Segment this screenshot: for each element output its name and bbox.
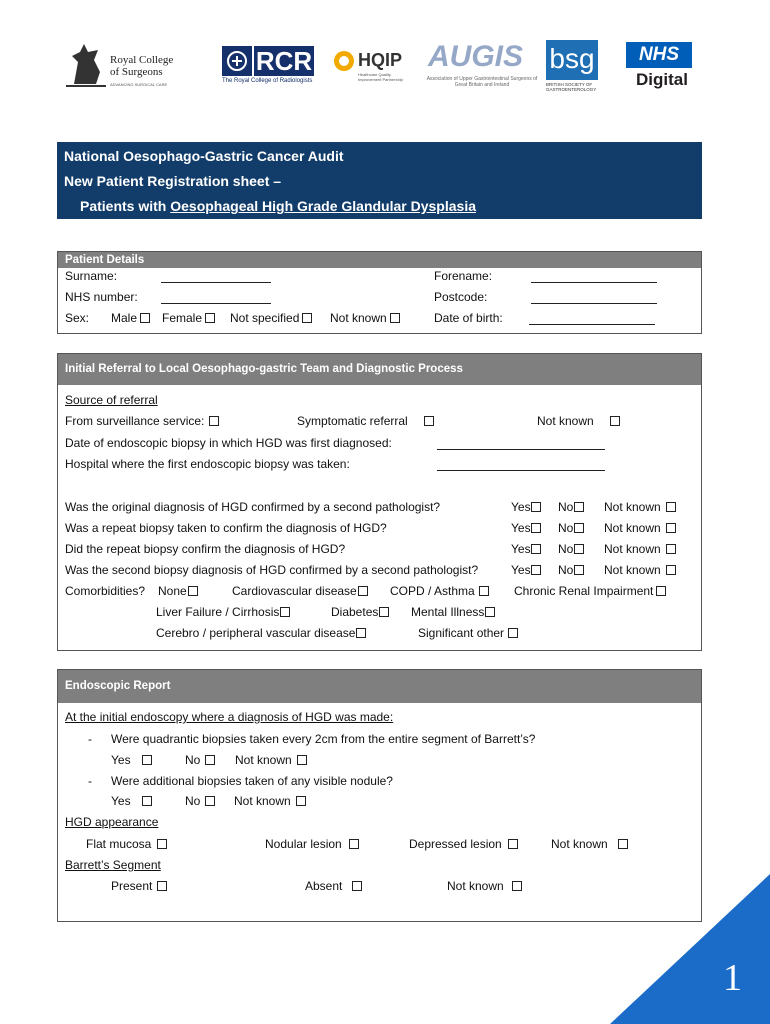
comorbidity-copd <box>390 584 489 598</box>
rcs-tagline: ADVANCING SURGICAL CARE <box>110 82 168 87</box>
comorbidity-cardio <box>232 584 368 598</box>
nodule-not-known <box>234 794 306 808</box>
rcs-logo <box>66 42 186 90</box>
q3-yes-checkbox[interactable] <box>531 544 541 554</box>
nodule-yes-checkbox[interactable] <box>142 796 152 806</box>
page-corner-decoration <box>610 874 770 1024</box>
sex-not-known-checkbox[interactable] <box>390 313 400 323</box>
q1-not-known-checkbox[interactable] <box>666 502 676 512</box>
nodule-no-checkbox[interactable] <box>205 796 215 806</box>
q4-yes-label: Yes <box>511 563 531 577</box>
bsg-wordmark: bsg <box>546 40 598 80</box>
quadrantic-question: Were quadrantic biopsies taken every 2cm from the entire segment of Barrett’s? <box>111 732 536 746</box>
augis-wordmark: AUGIS <box>428 40 524 73</box>
question-2-label: Was a repeat biopsy taken to confirm the diagnosis of HGD? <box>65 521 387 535</box>
q2-not-known <box>604 521 676 535</box>
comorbidity-significant <box>418 626 518 640</box>
title-line1: National Oesophago-Gastric Cancer Audit <box>64 148 344 164</box>
q3-yes <box>511 542 541 556</box>
q4-no-checkbox[interactable] <box>574 565 584 575</box>
comorbidity-liver <box>156 605 290 619</box>
barretts-present-option <box>111 879 167 893</box>
flat-mucosa-checkbox[interactable] <box>157 839 167 849</box>
nhs-digital-logo <box>626 42 694 92</box>
surname-field[interactable] <box>161 282 271 283</box>
comorbidity-mental-label: Mental Illness <box>411 605 485 619</box>
comorbidity-none <box>158 584 198 598</box>
question-1-label: Was the original diagnosis of HGD confirmed by a second pathologist? <box>65 500 441 514</box>
postcode-field[interactable] <box>531 303 657 304</box>
patient-details-header-label: Patient Details <box>65 254 145 266</box>
title-line2: New Patient Registration sheet – <box>64 173 282 189</box>
page-number: 1 <box>723 957 742 999</box>
sex-male-checkbox[interactable] <box>140 313 150 323</box>
sex-not-specified-option <box>230 311 312 325</box>
augis-subtitle: Association of Upper Gastrointestinal Surgeons of Great Britain and Ireland <box>426 76 538 88</box>
rcr-wordmark: RCR <box>255 46 313 76</box>
sex-female-option <box>162 311 215 325</box>
title-line3-underlined: Oesophageal High Grade Glandular Dysplasia <box>170 198 476 214</box>
sex-female-label: Female <box>162 311 203 325</box>
nhs-digital-text: Digital <box>636 70 688 89</box>
nodule-question: Were additional biopsies taken of any visible nodule? <box>111 774 393 788</box>
comorbidity-mental <box>411 605 495 619</box>
barretts-segment-label: Barrett’s Segment <box>65 858 161 872</box>
nodule-not-known-checkbox[interactable] <box>296 796 306 806</box>
comorbidity-diabetes-checkbox[interactable] <box>379 607 389 617</box>
patient-details-header <box>58 252 701 268</box>
referral-section <box>57 353 702 651</box>
barretts-not-known-option <box>447 879 522 893</box>
sex-not-known-option <box>330 311 400 325</box>
q3-no-label: No <box>558 542 574 556</box>
rcr-crest-icon <box>222 46 252 76</box>
biopsy-hospital-label: Hospital where the first endoscopic biopsy was taken: <box>65 457 350 471</box>
appearance-not-known-label: Not known <box>551 837 608 851</box>
nodule-no-label: No <box>185 794 201 808</box>
barretts-absent-checkbox[interactable] <box>352 881 362 891</box>
q2-yes-checkbox[interactable] <box>531 523 541 533</box>
comorbidity-renal-label: Chronic Renal Impairment <box>514 584 654 598</box>
bsg-logo <box>546 40 602 94</box>
quadrantic-not-known-label: Not known <box>235 753 292 767</box>
title-banner <box>57 142 702 219</box>
nodular-lesion-label: Nodular lesion <box>265 837 342 851</box>
biopsy-hospital-field[interactable] <box>437 470 605 471</box>
q1-dash: - <box>88 732 92 746</box>
barretts-absent-option <box>305 879 362 893</box>
comorbidity-copd-label: COPD / Asthma <box>390 584 475 598</box>
patient-details-section <box>57 251 702 334</box>
q1-yes-label: Yes <box>511 500 531 514</box>
flat-mucosa-label: Flat mucosa <box>86 837 152 851</box>
q1-no-checkbox[interactable] <box>574 502 584 512</box>
rcr-logo <box>222 46 314 88</box>
surveillance-checkbox[interactable] <box>209 416 219 426</box>
sex-male-option <box>111 311 150 325</box>
biopsy-date-field[interactable] <box>437 449 605 450</box>
q2-yes-label: Yes <box>511 521 531 535</box>
symptomatic-label: Symptomatic referral <box>297 414 408 428</box>
question-3-label: Did the repeat biopsy confirm the diagnosis of HGD? <box>65 542 346 556</box>
hqip-subtitle: Healthcare Quality Improvement Partnership <box>358 72 403 82</box>
q1-yes-checkbox[interactable] <box>531 502 541 512</box>
comorbidity-diabetes-label: Diabetes <box>331 605 379 619</box>
q1-no <box>558 500 584 514</box>
q2-no-label: No <box>558 521 574 535</box>
forename-label: Forename: <box>434 269 493 283</box>
referral-header <box>58 354 701 385</box>
rcs-crest-icon <box>66 42 106 88</box>
comorbidity-cardio-checkbox[interactable] <box>358 586 368 596</box>
q4-yes-checkbox[interactable] <box>531 565 541 575</box>
q2-no <box>558 521 584 535</box>
sex-female-checkbox[interactable] <box>205 313 215 323</box>
comorbidity-none-checkbox[interactable] <box>188 586 198 596</box>
barretts-absent-label: Absent <box>305 879 343 893</box>
nhs-wordmark: NHS <box>626 42 692 68</box>
question-4-label: Was the second biopsy diagnosis of HGD confirmed by a second pathologist? <box>65 563 479 577</box>
symptomatic-option <box>297 414 434 428</box>
nhs-number-label: NHS number: <box>65 290 138 304</box>
q4-not-known-checkbox[interactable] <box>666 565 676 575</box>
comorbidity-liver-label: Liver Failure / Cirrhosis <box>156 605 280 619</box>
surveillance-option <box>65 414 219 428</box>
q2-dash: - <box>88 774 92 788</box>
sex-male-label: Male <box>111 311 138 325</box>
surveillance-label: From surveillance service: <box>65 414 205 428</box>
rcs-name-line2: of Surgeons <box>110 66 163 78</box>
hqip-wordmark: HQIP <box>358 50 403 70</box>
symptomatic-checkbox[interactable] <box>424 416 434 426</box>
q3-yes-label: Yes <box>511 542 531 556</box>
endoscopic-header <box>58 670 701 703</box>
barretts-present-checkbox[interactable] <box>157 881 167 891</box>
q1-not-known-label: Not known <box>604 500 661 514</box>
referral-not-known-option <box>537 414 620 428</box>
nodule-no <box>185 794 215 808</box>
dob-label: Date of birth: <box>434 311 503 325</box>
comorbidities-label: Comorbidities? <box>65 584 146 598</box>
quadrantic-no-label: No <box>185 753 201 767</box>
augis-logo <box>424 40 539 90</box>
comorbidity-renal-checkbox[interactable] <box>656 586 666 596</box>
q2-no-checkbox[interactable] <box>574 523 584 533</box>
comorbidity-cardio-label: Cardiovascular disease <box>232 584 357 598</box>
comorbidity-cerebro-label: Cerebro / peripheral vascular disease <box>156 626 356 640</box>
comorbidity-copd-checkbox[interactable] <box>479 586 489 596</box>
q4-not-known <box>604 563 676 577</box>
q2-not-known-label: Not known <box>604 521 661 535</box>
q1-not-known <box>604 500 676 514</box>
q4-yes <box>511 563 541 577</box>
nodular-lesion-checkbox[interactable] <box>349 839 359 849</box>
surname-label: Surname: <box>65 269 118 283</box>
comorbidity-liver-checkbox[interactable] <box>280 607 290 617</box>
sex-not-specified-label: Not specified <box>230 311 300 325</box>
comorbidity-cerebro-checkbox[interactable] <box>356 628 366 638</box>
appearance-not-known-checkbox[interactable] <box>618 839 628 849</box>
referral-not-known-checkbox[interactable] <box>610 416 620 426</box>
comorbidity-mental-checkbox[interactable] <box>485 607 495 617</box>
depressed-lesion-option <box>409 837 518 851</box>
forename-field[interactable] <box>531 282 657 283</box>
depressed-lesion-checkbox[interactable] <box>508 839 518 849</box>
comorbidity-diabetes <box>331 605 389 619</box>
bsg-subtitle: BRITISH SOCIETY OF GASTROENTEROLOGY <box>546 82 597 92</box>
quadrantic-yes-checkbox[interactable] <box>142 755 152 765</box>
barretts-not-known-checkbox[interactable] <box>512 881 522 891</box>
title-line3-prefix: Patients with <box>80 198 171 214</box>
q4-no-label: No <box>558 563 574 577</box>
nodule-not-known-label: Not known <box>234 794 291 808</box>
hgd-appearance-label: HGD appearance <box>65 815 159 829</box>
nodule-yes <box>111 794 152 808</box>
q3-no <box>558 542 584 556</box>
quadrantic-no <box>185 753 215 767</box>
nodule-yes-label: Yes <box>111 794 131 808</box>
dob-field[interactable] <box>529 324 655 325</box>
nodular-lesion-option <box>265 837 359 851</box>
endoscopic-section <box>57 669 702 922</box>
q2-not-known-checkbox[interactable] <box>666 523 676 533</box>
comorbidity-cerebro <box>156 626 366 640</box>
biopsy-date-label: Date of endoscopic biopsy in which HGD was first diagnosed: <box>65 436 392 450</box>
q3-not-known <box>604 542 676 556</box>
comorbidity-significant-checkbox[interactable] <box>508 628 518 638</box>
quadrantic-no-checkbox[interactable] <box>205 755 215 765</box>
sex-not-known-label: Not known <box>330 311 387 325</box>
source-of-referral-label: Source of referral <box>65 393 158 407</box>
sex-label: Sex: <box>65 311 90 325</box>
endoscopic-header-label: Endoscopic Report <box>65 680 171 692</box>
q3-not-known-checkbox[interactable] <box>666 544 676 554</box>
comorbidity-none-label: None <box>158 584 187 598</box>
hqip-logo <box>333 48 413 88</box>
q1-yes <box>511 500 541 514</box>
sex-not-specified-checkbox[interactable] <box>302 313 312 323</box>
barretts-present-label: Present <box>111 879 153 893</box>
depressed-lesion-label: Depressed lesion <box>409 837 502 851</box>
appearance-not-known-option <box>551 837 628 851</box>
q4-not-known-label: Not known <box>604 563 661 577</box>
comorbidity-renal <box>514 584 666 598</box>
quadrantic-yes-label: Yes <box>111 753 131 767</box>
q1-no-label: No <box>558 500 574 514</box>
q3-not-known-label: Not known <box>604 542 661 556</box>
quadrantic-not-known-checkbox[interactable] <box>297 755 307 765</box>
postcode-label: Postcode: <box>434 290 488 304</box>
q4-no <box>558 563 584 577</box>
title-line3 <box>80 198 476 214</box>
nhs-number-field[interactable] <box>161 303 271 304</box>
endoscopy-intro: At the initial endoscopy where a diagnosis of HGD was made: <box>65 710 394 724</box>
hqip-mark-icon <box>333 50 355 72</box>
referral-header-label: Initial Referral to Local Oesophago-gastric Team and Diagnostic Process <box>65 363 463 375</box>
quadrantic-yes <box>111 753 152 767</box>
barretts-not-known-label: Not known <box>447 879 504 893</box>
rcs-name-line1: Royal College <box>110 54 174 66</box>
rcr-subtitle: The Royal College of Radiologists <box>222 78 313 84</box>
q3-no-checkbox[interactable] <box>574 544 584 554</box>
referral-not-known-label: Not known <box>537 414 594 428</box>
q2-yes <box>511 521 541 535</box>
flat-mucosa-option <box>86 837 167 851</box>
comorbidity-significant-label: Significant other <box>418 626 505 640</box>
quadrantic-not-known <box>235 753 307 767</box>
